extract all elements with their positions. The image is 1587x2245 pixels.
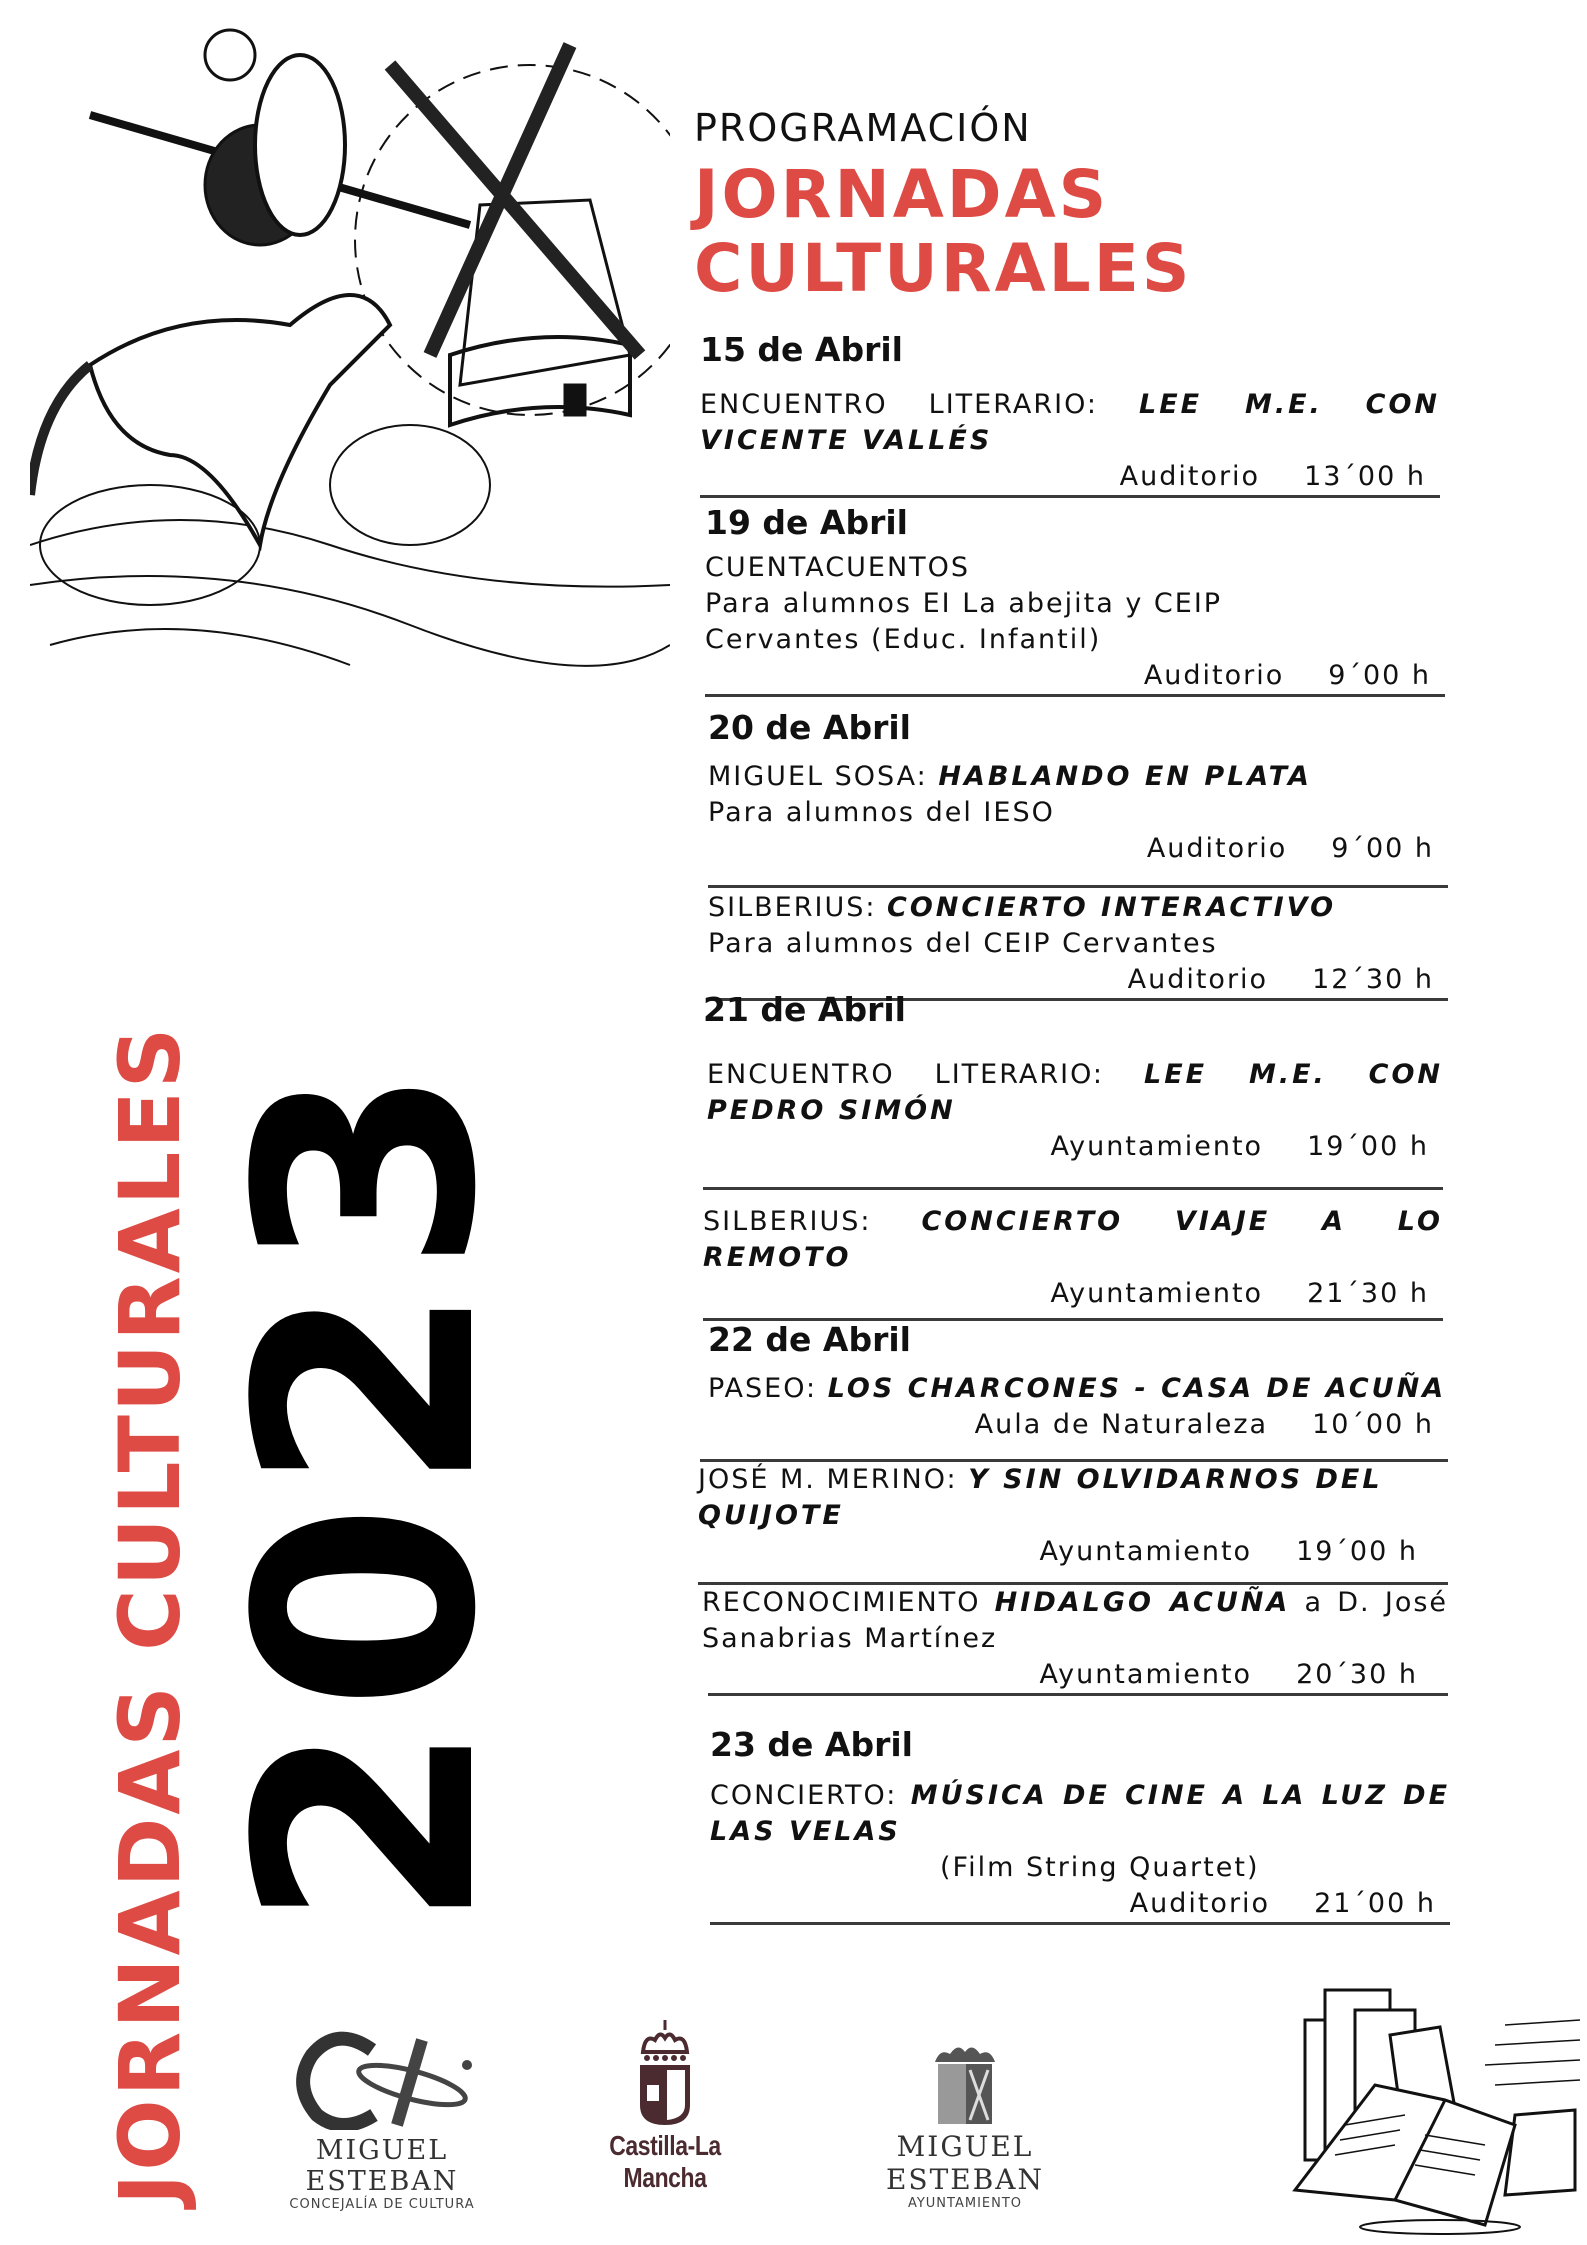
event-title: Y SIN OLVIDARNOS DEL QUIJOTE	[698, 1464, 1383, 1531]
event-place: Auditorio	[1146, 833, 1288, 864]
event-prefix: CONCIERTO:	[710, 1780, 911, 1811]
day-block-20	[708, 708, 1448, 1001]
event-detail: (Film String Quartet)	[940, 1852, 1260, 1883]
day-block-23	[710, 1725, 1450, 1925]
event-place: Auditorio	[1129, 1888, 1271, 1919]
event-title: CONCIERTO VIAJE A LO REMOTO	[703, 1206, 1443, 1273]
event-time: 9´00 h	[1328, 660, 1431, 691]
cx-logo-icon	[282, 2030, 482, 2130]
event-time: 21´30 h	[1307, 1278, 1429, 1309]
divider	[710, 1922, 1450, 1925]
event-place: Auditorio	[1127, 964, 1269, 995]
divider	[708, 1693, 1448, 1696]
event-detail: Para alumnos EI La abejita y CEIP Cervantes (Educ. Infantil)	[705, 588, 1223, 655]
event-prefix: PASEO:	[708, 1373, 828, 1404]
event-place: Auditorio	[1143, 660, 1285, 691]
event-place: Aula de Naturaleza	[974, 1409, 1269, 1440]
event-title: HIDALGO ACUÑA	[994, 1587, 1291, 1618]
logo-sub: AYUNTAMIENTO	[907, 2196, 1023, 2211]
divider	[703, 1187, 1443, 1190]
event-prefix: ENCUENTRO LITERARIO:	[707, 1059, 1144, 1090]
event-title: HABLANDO EN PLATA	[938, 761, 1312, 792]
date-heading: 22 de Abril	[708, 1320, 911, 1359]
event-time: 12´30 h	[1312, 964, 1434, 995]
date-heading: 20 de Abril	[708, 708, 911, 747]
programacion-label: PROGRAMACIÓN	[694, 106, 1032, 150]
quixote-windmill-illustration	[30, 25, 670, 690]
event-time: 20´30 h	[1296, 1659, 1418, 1690]
event-item	[703, 1204, 1443, 1312]
logo-concejalia-cultura	[262, 2030, 502, 2212]
event-time: 19´00 h	[1307, 1131, 1429, 1162]
logo-name: Castilla-La Mancha	[609, 2130, 721, 2193]
event-title: LEE M.E. CON VICENTE VALLÉS	[700, 389, 1440, 456]
title-line-1: JORNADAS	[694, 156, 1110, 233]
event-place: Auditorio	[1119, 461, 1261, 492]
date-heading: 23 de Abril	[710, 1725, 913, 1764]
logo-sub: CONCEJALÍA DE CULTURA	[289, 2197, 475, 2212]
event-title: CONCIERTO INTERACTIVO	[887, 892, 1337, 923]
event-item	[702, 1585, 1448, 1693]
event-detail: Para alumnos del CEIP Cervantes	[708, 928, 1218, 959]
coat-of-arms-icon	[930, 2040, 1000, 2125]
logo-castilla-la-mancha	[545, 2020, 785, 2194]
books-illustration	[1265, 1965, 1585, 2235]
event-time: 21´00 h	[1314, 1888, 1436, 1919]
event-time: 9´00 h	[1331, 833, 1434, 864]
year-text: 2023	[193, 1055, 542, 1930]
event-prefix: ENCUENTRO LITERARIO:	[700, 389, 1139, 420]
event-prefix: CUENTACUENTOS	[705, 552, 971, 583]
logo-name: MIGUEL ESTEBAN	[305, 2135, 459, 2197]
vertical-title: JORNADAS CULTURALES	[101, 1024, 199, 2205]
date-heading: 19 de Abril	[705, 503, 908, 542]
logo-ayuntamiento	[820, 2040, 1110, 2211]
date-heading: 21 de Abril	[703, 990, 906, 1029]
event-prefix: MIGUEL SOSA:	[708, 761, 939, 792]
date-heading: 15 de Abril	[700, 330, 903, 369]
divider	[708, 885, 1448, 888]
event-item	[700, 387, 1440, 495]
event-item	[708, 759, 1448, 867]
day-block-21	[703, 990, 1443, 1321]
event-item	[698, 1462, 1448, 1570]
event-prefix: SILBERIUS:	[703, 1206, 922, 1237]
logo-name: MIGUEL ESTEBAN	[885, 2130, 1045, 2196]
event-prefix: SILBERIUS:	[708, 892, 888, 923]
event-time: 19´00 h	[1296, 1536, 1418, 1567]
event-item	[710, 1778, 1450, 1922]
event-suffix: a D. José Sanabrias Martínez	[702, 1587, 1449, 1654]
title-line-2: CULTURALES	[694, 230, 1193, 307]
divider	[700, 495, 1440, 498]
event-item	[708, 1371, 1448, 1443]
divider	[705, 694, 1445, 697]
event-item	[708, 890, 1448, 998]
event-detail: Para alumnos del IESO	[708, 797, 1055, 828]
crown-shield-icon	[635, 2020, 695, 2125]
event-title: LEE M.E. CON PEDRO SIMÓN	[707, 1059, 1443, 1126]
day-block-15	[700, 330, 1440, 498]
event-place: Ayuntamiento	[1039, 1536, 1253, 1567]
event-item	[703, 1057, 1443, 1165]
day-block-19	[705, 503, 1445, 697]
event-place: Ayuntamiento	[1050, 1278, 1264, 1309]
event-time: 13´00 h	[1304, 461, 1426, 492]
day-block-22	[698, 1320, 1449, 1696]
event-time: 10´00 h	[1312, 1409, 1434, 1440]
event-title: MÚSICA DE CINE A LA LUZ DE LAS VELAS	[710, 1780, 1451, 1847]
event-title: LOS CHARCONES - CASA DE ACUÑA	[827, 1373, 1447, 1404]
event-place: Ayuntamiento	[1039, 1659, 1253, 1690]
event-place: Ayuntamiento	[1050, 1131, 1264, 1162]
page-title	[694, 158, 1192, 306]
event-prefix: JOSÉ M. MERINO:	[698, 1464, 969, 1495]
event-item	[705, 550, 1445, 694]
event-prefix: RECONOCIMIENTO	[702, 1587, 995, 1618]
